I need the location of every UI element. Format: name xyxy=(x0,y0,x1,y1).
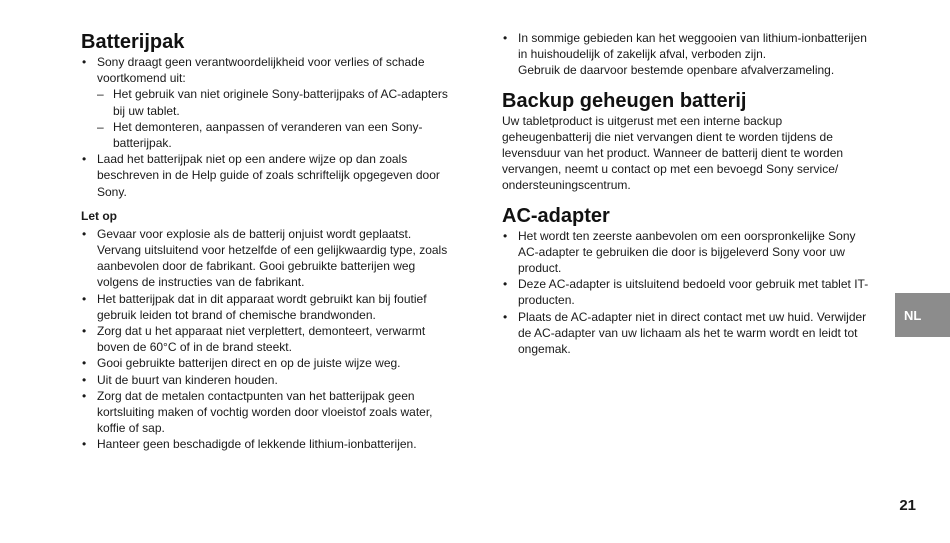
list-item-continuation: Gebruik de daarvoor bestemde openbare afvalverzameling. xyxy=(518,63,835,78)
list-item: • Gooi gebruikte batterijen direct en op de juiste wijze weg. xyxy=(81,355,451,371)
list-item xyxy=(502,30,874,79)
dash-item: – Het gebruik van niet originele Sony-batterijpaks of AC-adapters bij uw tablet. xyxy=(81,86,451,118)
list-item: • Het batterijpak dat in dit apparaat wordt gebruikt kan bij foutief gebruik leiden tot brand of chemische brandwonden. xyxy=(81,291,451,323)
list-item: • Zorg dat u het apparaat niet verplettert, demonteert, verwarmt boven de 60°C of in de brand steekt. xyxy=(81,323,451,355)
list-item: • Laad het batterijpak niet op een andere wijze op dan zoals beschreven in de Help guide of zoals schriftelijk opgegeven door Sony. xyxy=(81,151,451,200)
list-item: • Deze AC-adapter is uitsluitend bedoeld voor gebruik met tablet IT-producten. xyxy=(502,276,874,308)
dash-item: – Het demonteren, aanpassen of veranderen van een Sony-batterijpak. xyxy=(81,119,451,151)
left-column xyxy=(81,30,451,453)
list-item: • Gevaar voor explosie als de batterij onjuist wordt geplaatst. Vervang uitsluitend voor hetzelfde of een gelijkwaardig type, zoals aanbevolen door de fabrikant. Gooi gebruikte batterijen weg volgens de instructies van de fabrikant. xyxy=(81,226,451,291)
page-number: 21 xyxy=(899,497,916,514)
right-column xyxy=(502,30,874,357)
list-item: • Zorg dat de metalen contactpunten van het batterijpak geen kortsluiting maken of vochtig worden door vloeistof zoals water, koffie of sap. xyxy=(81,388,451,437)
list-item-text: • In sommige gebieden kan het weggooien van lithium-ionbatterijen in huishoudelijk of zakelijk afval, verboden zijn. xyxy=(518,31,867,62)
list-item: • Het wordt ten zeerste aanbevolen om een oorspronkelijke Sony AC-adapter te gebruiken die door is bijgeleverd Sony voor uw product. xyxy=(502,228,874,277)
list-item: • Uit de buurt van kinderen houden. xyxy=(81,372,451,388)
list-item: • Sony draagt geen verantwoordelijkheid voor verlies of schade voortkomend uit: xyxy=(81,54,451,86)
backup-battery-text: Uw tabletproduct is uitgerust met een interne backup geheugenbatterij die niet vervangen dient te worden tijdens de levensduur van het product. Wanneer de batterij dient te worden vervangen, neemt u contact op met een bevoegd Sony service/ ondersteuningscentrum. xyxy=(502,113,844,193)
language-tab: NL xyxy=(895,293,950,337)
caution-heading: Let op xyxy=(81,208,117,223)
backup-battery-heading: Backup geheugen batterij xyxy=(502,89,747,112)
disposal-list xyxy=(502,30,874,79)
list-item: • Hanteer geen beschadigde of lekkende lithium-ionbatterijen. xyxy=(81,436,451,452)
battery-pack-heading: Batterijpak xyxy=(81,31,185,53)
ac-adapter-list xyxy=(502,228,874,358)
ac-adapter-heading: AC-adapter xyxy=(502,204,610,227)
list-item: • Plaats de AC-adapter niet in direct contact met uw huid. Verwijder de AC-adapter van uw lichaam als het te warm wordt en leidt tot ongemak. xyxy=(502,309,874,358)
battery-pack-list xyxy=(81,54,451,200)
caution-list xyxy=(81,226,451,453)
